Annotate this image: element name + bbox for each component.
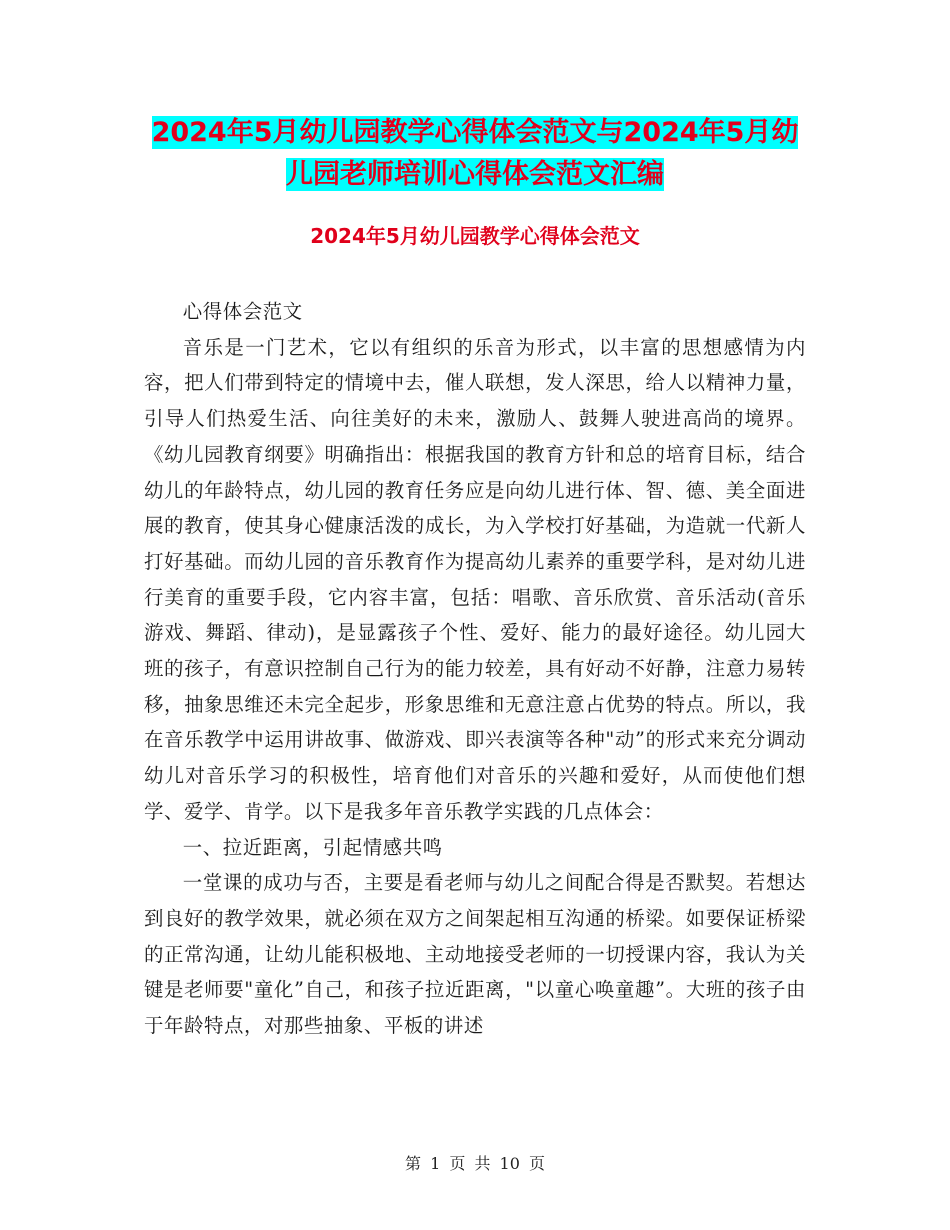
paragraph: 一堂课的成功与否，主要是看老师与幼儿之间配合得是否默契。若想达到良好的教学效果，就必须在双方之间架起相互沟通的桥梁。如要保证桥梁的正常沟通，让幼儿能积极地、主动地接受老师的一切授课内容，我认为关键是老师要"童化”自己，和孩子拉近距离，"以童心唤童趣”。大班的孩子由于年龄特点，对那些抽象、平板的讲述	[144, 871, 806, 1038]
paragraph: 音乐是一门艺术，它以有组织的乐音为形式，以丰富的思想感情为内容，把人们带到特定的情境中去，催人联想，发人深思，给人以精神力量，引导人们热爱生活、向往美好的未来，激励人、鼓舞人驶进高尚的境界。《幼儿园教育纲要》明确指出：根据我国的教育方针和总的培育目标，结合幼儿的年龄特点，幼儿园的教育任务应是向幼儿进行体、智、德、美全面进展的教育，使其身心健康活泼的成长，为入学校打好基础，为造就一代新人打好基础。而幼儿园的音乐教育作为提高幼儿素养的重要学科，是对幼儿进行美育的重要手段，它内容丰富，包括：唱歌、音乐欣赏、音乐活动(音乐游戏、舞蹈、律动)，是显露孩子个性、爱好、能力的最好途径。幼儿园大班的孩子，有意识控制自己行为的能力较差，具有好动不好静，注意力易转移，抽象思维还未完全起步，形象思维和无意注意占优势的特点。所以，我在音乐教学中运用讲故事、做游戏、即兴表演等各种"动”的形式来充分调动幼儿对音乐学习的积极性，培育他们对音乐的兴趣和爱好，从而使他们想学、爱学、肯学。以下是我多年音乐教学实践的几点体会：	[144, 335, 806, 823]
document-body	[144, 294, 806, 1044]
paragraph-subheading: 一、拉近距离，引起情感共鸣	[182, 835, 443, 859]
section-title: 2024年5月幼儿园教学心得体会范文	[310, 224, 640, 248]
document-title	[140, 112, 810, 196]
page-number-footer: 第 1 页 共 10 页	[405, 1154, 545, 1173]
title-highlight: 2024年5月幼儿园教学心得体会范文与2024年5月幼儿园老师培训心得体会范文汇编	[151, 117, 799, 190]
paragraph-heading: 心得体会范文	[182, 300, 303, 323]
